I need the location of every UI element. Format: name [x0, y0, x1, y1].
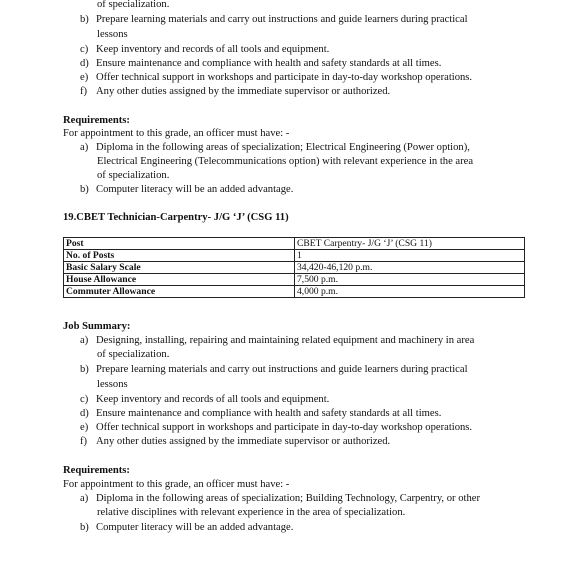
summary-item-b-cont: lessons [97, 379, 128, 390]
section-title: 19.CBET Technician-Carpentry- J/G ‘J’ (CSG 11) [63, 212, 289, 223]
requirements-heading: Requirements: [63, 465, 130, 476]
duty-item-c: c) Keep inventory and records of all tools and equipment. [80, 44, 330, 55]
duty-item-f: f) Any other duties assigned by the immediate supervisor or authorized. [80, 86, 391, 97]
duty-item-d: d) Ensure maintenance and compliance with health and safety standards at all times. [80, 58, 442, 69]
table-row [64, 274, 525, 286]
requirement-item-a: a) Diploma in the following areas of specialization; Building Technology, Carpentry, or other [80, 493, 480, 504]
table-key: Commuter Allowance [64, 286, 295, 298]
duty-item-b: b) Prepare learning materials and carry out instructions and guide learners during practical [80, 14, 468, 25]
summary-item-a-cont: of specialization. [97, 349, 170, 360]
table-value: 34,420-46,120 p.m. [295, 262, 525, 274]
summary-item-c: c) Keep inventory and records of all tools and equipment. [80, 394, 330, 405]
summary-item-b: b) Prepare learning materials and carry out instructions and guide learners during practical [80, 364, 468, 375]
table-row [64, 262, 525, 274]
summary-item-a: a) Designing, installing, repairing and maintaining related equipment and machinery in area [80, 335, 475, 346]
requirement-item-a: a) Diploma in the following areas of specialization; Electrical Engineering (Power option), [80, 142, 470, 153]
table-value: CBET Carpentry- J/G ‘J’ (CSG 11) [295, 238, 525, 250]
requirement-item-b: b) Computer literacy will be an added advantage. [80, 184, 294, 195]
summary-item-f: f) Any other duties assigned by the immediate supervisor or authorized. [80, 436, 391, 447]
requirements-intro: For appointment to this grade, an officer must have: - [63, 128, 290, 139]
table-key: Post [64, 238, 295, 250]
table-row [64, 286, 525, 298]
requirement-item-a-cont: of specialization. [97, 170, 170, 181]
continuation-text: of specialization. [97, 0, 170, 10]
table-value: 1 [295, 250, 525, 262]
table-key: No. of Posts [64, 250, 295, 262]
duty-item-b-cont: lessons [97, 29, 128, 40]
requirement-item-b: b) Computer literacy will be an added advantage. [80, 522, 294, 533]
job-summary-heading: Job Summary: [63, 321, 131, 332]
requirement-item-a-cont: Electrical Engineering (Telecommunications option) with relevant experience in the area [97, 156, 474, 167]
requirement-item-a-cont: relative disciplines with relevant experience in the area of specialization. [97, 507, 406, 518]
table-value: 4,000 p.m. [295, 286, 525, 298]
post-details-table [63, 237, 525, 298]
requirements-heading: Requirements: [63, 115, 130, 126]
table-key: Basic Salary Scale [64, 262, 295, 274]
requirements-intro: For appointment to this grade, an officer must have: - [63, 479, 290, 490]
table-value: 7,500 p.m. [295, 274, 525, 286]
summary-item-d: d) Ensure maintenance and compliance with health and safety standards at all times. [80, 408, 442, 419]
table-row [64, 238, 525, 250]
summary-item-e: e) Offer technical support in workshops and participate in day-to-day workshop operations. [80, 422, 473, 433]
table-row [64, 250, 525, 262]
duty-item-e: e) Offer technical support in workshops and participate in day-to-day workshop operations. [80, 72, 473, 83]
table-key: House Allowance [64, 274, 295, 286]
